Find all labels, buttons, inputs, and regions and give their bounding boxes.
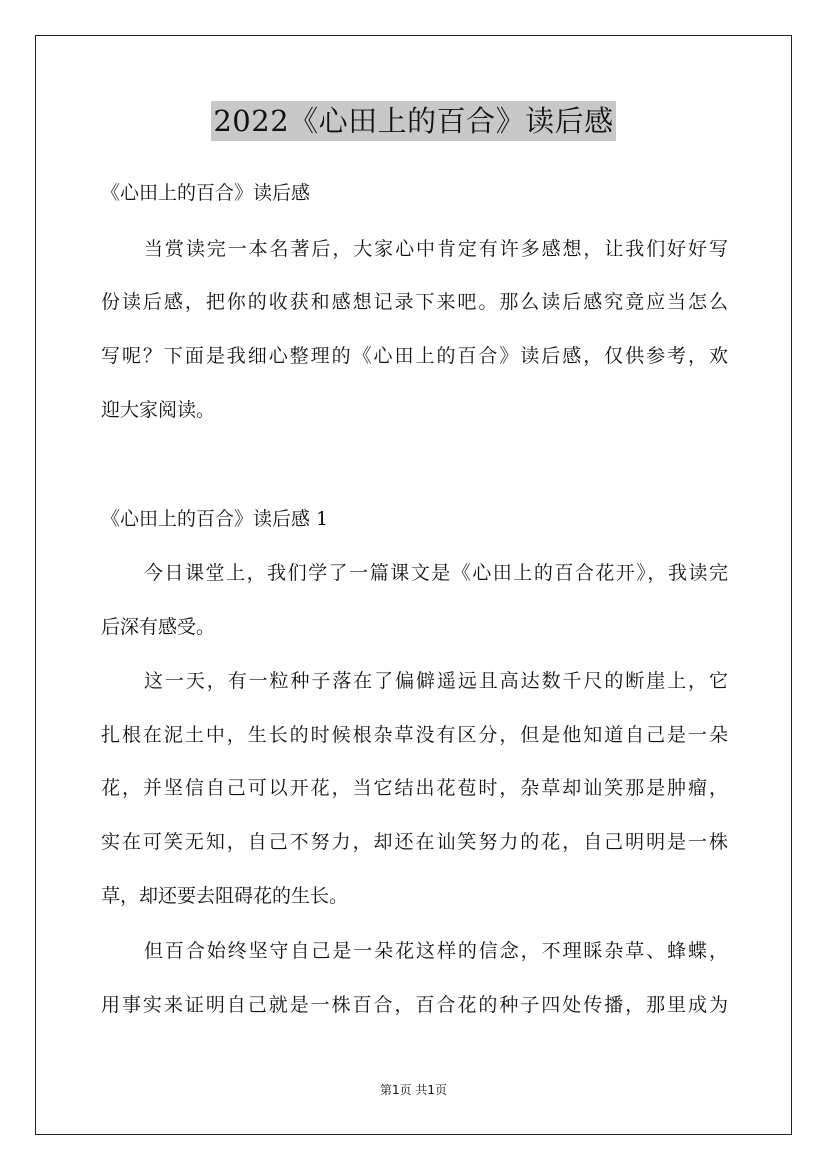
paragraph-line: 今日课堂上，我们学了一篇课文是《心田上的百合花开》，我读完 bbox=[144, 562, 728, 584]
paragraph-line: 写呢？下面是我细心整理的《心田上的百合》读后感，仅供参考，欢 bbox=[101, 345, 728, 367]
paragraph-line: 当赏读完一本名著后，大家心中肯定有许多感想，让我们好好写 bbox=[144, 238, 728, 260]
title-container bbox=[0, 101, 827, 141]
page-number-footer: 第1页 共1页 bbox=[379, 1083, 448, 1097]
paragraph-line: 草，却还要去阻碍花的生长。 bbox=[101, 885, 349, 907]
paragraph-line: 用事实来证明自己就是一株百合，百合花的种子四处传播，那里成为 bbox=[101, 994, 728, 1016]
paragraph-line: 但百合始终坚守自己是一朵花这样的信念，不理睬杂草、蜂蝶， bbox=[144, 940, 728, 962]
paragraph-line: 扎根在泥土中，生长的时候根杂草没有区分，但是他知道自己是一朵 bbox=[101, 724, 728, 746]
paragraph-line: 份读后感，把你的收获和感想记录下来吧。那么读后感究竟应当怎么 bbox=[101, 291, 728, 313]
document-title: 2022《心田上的百合》读后感 bbox=[211, 101, 615, 141]
paragraph-line: 这一天，有一粒种子落在了偏僻遥远且高达数千尺的断崖上，它 bbox=[144, 670, 728, 692]
section-heading: 《心田上的百合》读后感 1 bbox=[101, 508, 329, 530]
paragraph-line: 迎大家阅读。 bbox=[101, 399, 216, 421]
paragraph-line: 花，并坚信自己可以开花，当它结出花苞时，杂草却讪笑那是肿瘤， bbox=[101, 777, 728, 799]
paragraph-line: 后深有感受。 bbox=[101, 616, 216, 638]
paragraph-line: 实在可笑无知，自己不努力，却还在讪笑努力的花，自己明明是一株 bbox=[101, 831, 728, 853]
section-heading: 《心田上的百合》读后感 bbox=[101, 182, 311, 204]
